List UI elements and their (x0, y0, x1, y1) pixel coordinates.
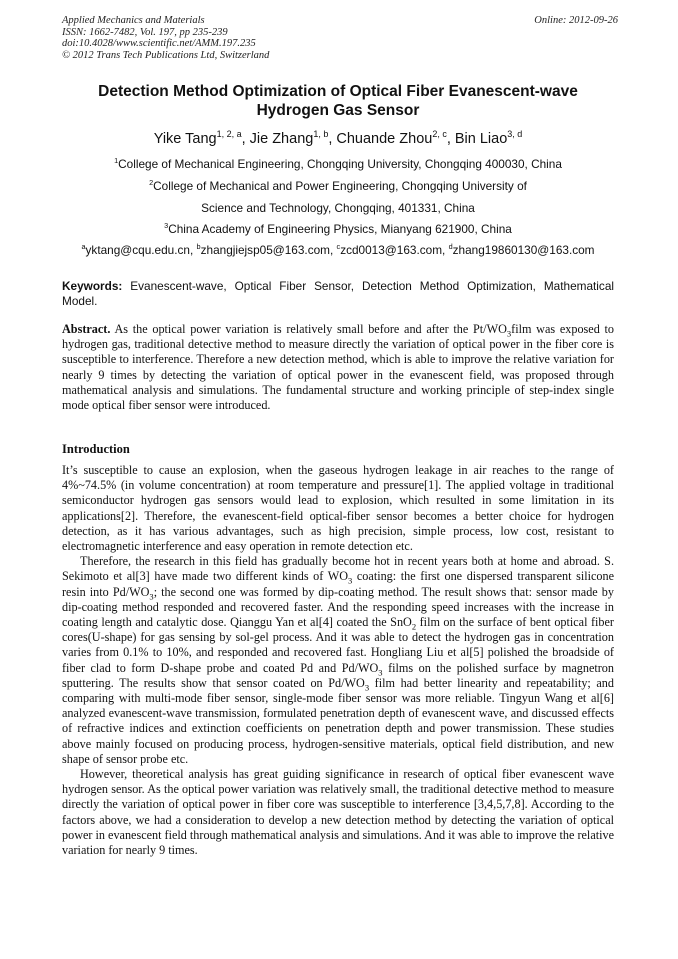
affiliation-3: $^3$China Academy of Engineering Physics, Mianyang 621900, China (164, 221, 512, 236)
introduction-body (62, 463, 614, 858)
email[interactable]: $^b$zhangjiejsp05@163.com (196, 242, 330, 257)
email[interactable]: $^a$yktang@cqu.edu.cn (81, 242, 190, 257)
author: Chuande Zhou$^{2, c}$, (336, 129, 455, 147)
keywords (62, 279, 614, 308)
paragraph: Therefore, the research in this field has gradually become hot in recent years both at home and abroad. S. Sekimoto et al[3] have made two different kinds of $WO_3$ coating: the first one dispersed transparent silicone resin into $Pd/WO_3$; the second one was formed by dip-coating method. The result shows that: sensor made by dip-coating method responded and recovered faster. And the responding speed increases with the increase in coating length and catalytic dose. Qianggu Yan et al[4] coated the SnO$_2$ film on the surface of bent optical fiber cores(U-shape) for gas sensing by sol-gel process. And it was able to detect the hydrogen gas in concentration varies from 0.1% to 10%, and responded and recovered fast. Hongliang Liu et al[5] polished the broadside of fiber clad to form D-shape probe and coated Pd and $Pd/WO_3$ films on the polished surface by magnetron sputtering. The results show that sensor coated on $Pd/WO_3$ film had better linearity and repeatability; and comparing with multi-mode fiber sensor, single-mode fiber sensor was more reliable. Tingyun Wang et al[6] analyzed evanescent-wave transmission, formulated penetration depth of evanescent wave, and discussed effects of refractive indices and extinction coefficients on penetration depth and power transmission. These studies above mainly focused on producing process, hydrogen-sensitive materials, optical field distribution, and new shape of sensor probe etc. (62, 554, 614, 766)
paper-title: Detection Method Optimization of Optical Fiber Evanescent-wave Hydrogen Gas Sensor (98, 83, 578, 119)
affiliation-2: $^2$College of Mechanical and Power Engineering, Chongqing University of (149, 178, 527, 193)
author: Yike Tang$^{1, 2, a}$, (153, 129, 250, 147)
author: Bin Liao$^{3, d}$ (454, 129, 523, 147)
journal-issn: ISSN: 1662-7482, Vol. 197, pp 235-239 (62, 26, 228, 38)
journal-copyright: © 2012 Trans Tech Publications Ltd, Switzerland (62, 49, 270, 61)
email[interactable]: $^d$zhang19860130@163.com (448, 242, 595, 257)
keywords-text: Evanescent-wave, Optical Fiber Sensor, Detection Method Optimization, Mathematical Model. (62, 279, 614, 308)
author-list (62, 130, 614, 148)
paragraph: It’s susceptible to cause an explosion, when the gaseous hydrogen leakage in air reaches to the range of 4%~74.5% (in volume concentration) at room temperature and pressure[1]. The applied voltage in traditional semiconductor hydrogen gas sensors would lead to explosion, which resulted in some limitation in its applications[2]. Therefore, the evanescent-field optical-fiber sensor becomes a better choice for hydrogen detection, as it has various advantages, such as high precision, simple process, low cost, resistant to electromagnetic interference and easy operation in remote detection etc. (62, 463, 614, 554)
affiliation-2-cont: Science and Technology, Chongqing, 401331, China (201, 201, 475, 215)
email[interactable]: $^c$zcd0013@163.com (336, 242, 443, 257)
journal-name: Applied Mechanics and Materials (62, 15, 205, 26)
keywords-label: Keywords: (62, 279, 123, 293)
abstract: Abstract. As the optical power variation is relatively small before and after the $Pt/WO_3film$ was exposed to hydrogen gas, traditional detective method to measure directly the variation of optical power in the fiber core is susceptible to interference. Therefore a new detection method, which is able to improve the relative variation for nearly 9 times by detecting the variation of optical power in the evanescent field, was proposed through mathematical analysis and simulations. The fundamental structure and working principle of step-index single mode optical fiber sensor were introduced. (62, 322, 614, 413)
affiliation-1: $^1$College of Mechanical Engineering, Chongqing University, Chongqing 400030, China (114, 156, 562, 171)
journal-doi: doi:10.4028/www.scientific.net/AMM.197.235 (62, 38, 256, 49)
email-list: $^a$yktang@cqu.edu.cn, $^b$zhangjiejsp05@163.com, $^c$zcd0013@163.com, $^d$zhang19860130@163.com (81, 242, 595, 257)
abstract-label: Abstract. (62, 322, 111, 336)
journal-header (62, 15, 618, 61)
author: Jie Zhang$^{1, b}$, (249, 129, 337, 147)
paragraph: However, theoretical analysis has great guiding significance in research of optical fiber evanescent wave hydrogen sensor. As the optical power variation was relatively small, the traditional detective method to measure directly the variation of optical power in fiber core was susceptible to interference [3,4,5,7,8]. According to the factors above, we had a consideration to develop a new detection method by detecting the variation of optical power in evanescent field through mathematical analysis and simulations. And it was able to improve the relative variation for nearly 9 times. (62, 767, 615, 858)
online-date: Online: 2012-09-26 (534, 15, 618, 26)
section-heading-introduction: Introduction (62, 442, 130, 456)
